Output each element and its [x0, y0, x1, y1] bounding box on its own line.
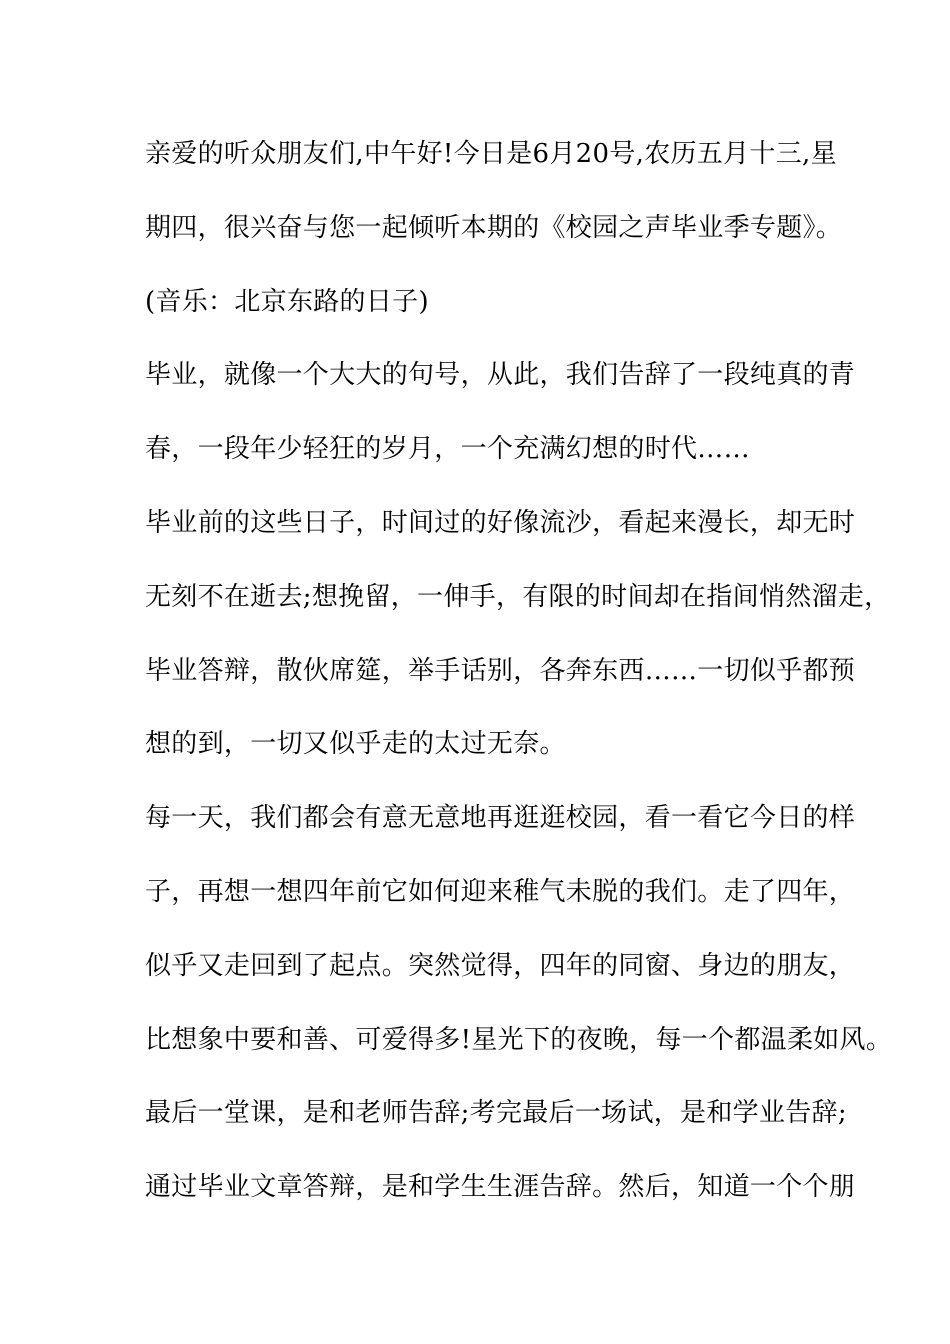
text-line-4: 毕业，就像一个大大的句号，从此，我们告辞了一段纯真的青 [145, 360, 856, 391]
text-line-3: (音乐：北京东路的日子) [145, 286, 429, 317]
text-line-12: 似乎又走回到了起点。突然觉得，四年的同窗、身边的朋友， [145, 950, 856, 981]
text-line-11: 子，再想一想四年前它如何迎来稚气未脱的我们。走了四年， [145, 876, 856, 907]
text-line-8: 毕业答辩，散伙席筵，举手话别，各奔东西……一切似乎都预 [145, 655, 856, 686]
text-line-9: 想的到，一切又似乎走的太过无奈。 [145, 729, 566, 760]
text-line-14: 最后一堂课，是和老师告辞;考完最后一场试，是和学业告辞; [145, 1098, 847, 1129]
text-line-2: 期四，很兴奋与您一起倾听本期的《校园之声毕业季专题》。 [145, 212, 843, 243]
text-line-15: 通过毕业文章答辩，是和学生生涯告辞。然后，知道一个个朋 [145, 1172, 856, 1203]
text-line-7: 无刻不在逝去;想挽留，一伸手，有限的时间却在指间悄然溜走， [145, 581, 891, 612]
text-line-13: 比想象中要和善、可爱得多!星光下的夜晚，每一个都温柔如风。 [145, 1024, 893, 1055]
text-line-5: 春，一段年少轻狂的岁月，一个充满幻想的时代…… [145, 434, 750, 465]
text-line-1: 亲爱的听众朋友们,中午好!今日是6月20号,农历五月十三,星 [145, 139, 837, 169]
document-body [145, 126, 893, 1233]
text-line-6: 毕业前的这些日子，时间过的好像流沙，看起来漫长，却无时 [145, 507, 856, 538]
text-line-10: 每一天，我们都会有意无意地再逛逛校园，看一看它今日的样 [145, 803, 856, 834]
